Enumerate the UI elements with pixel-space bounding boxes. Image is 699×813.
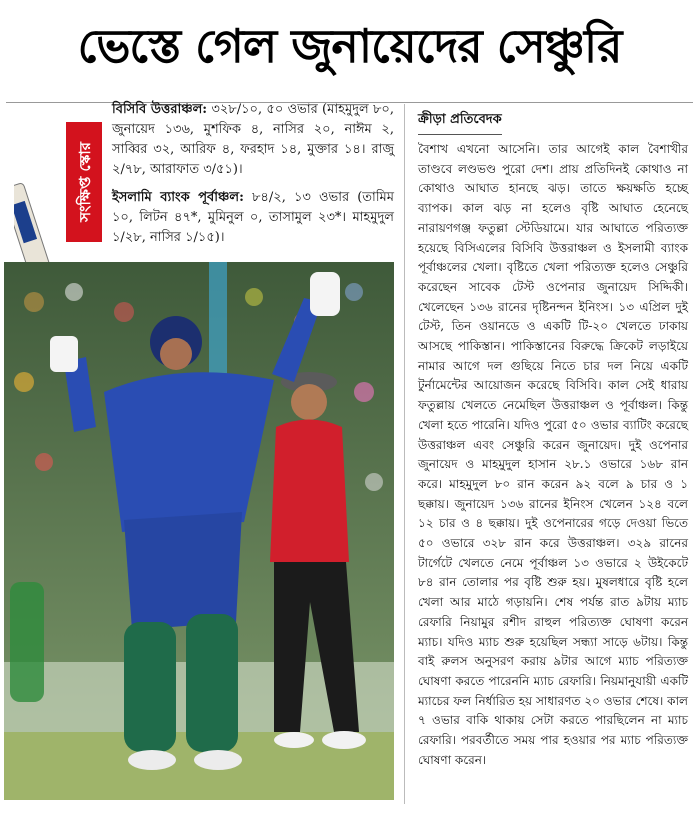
cricket-batsman-celebration-photo [4,262,394,800]
column-divider [404,104,405,804]
headline: ভেস্তে গেল জুনায়েদের সেঞ্চুরি [77,19,622,73]
scorebox-team2-name: ইসলামি ব্যাংক পূর্বাঞ্চল: [112,190,244,205]
scorebox-tag-label: সংক্ষিপ্ত স্কোর [75,142,94,222]
scorebox-team1 [112,100,394,180]
scorebox-tag [66,122,102,242]
scorebox-team1-name: বিসিবি উত্তরাঞ্চল: [112,102,208,117]
byline: ক্রীড়া প্রতিবেদক [418,110,502,135]
article-body: বৈশাখ এখনো আসেনি। তার আগেই কাল বৈশাখীর তাণ্ডবে লণ্ডভণ্ড পুরো দেশ। প্রায় প্রতিদিনই কোথাও না কোথাও আঘাত হানছে ঝড়। তাতে ক্ষয়ক্ষতি হচ্ছে ব্যাপক। কাল ঝড় না হলেও বৃষ্টি আঘাত হেনেছে নারায়ণগঞ্জ ফতুল্লা স্টেডিয়ামে। যার আঘাতে পরিত্যক্ত হয়েছে বিসিএলের বিসিবি উত্তরাঞ্চল ও ইসলামী ব্যাংক পূর্বাঞ্চলের খেলা। বৃষ্টিতে খেলা পরিত্যক্ত হলেও সেঞ্চুরি করেছেন সাবেক টেস্ট ওপেনার জুনায়েদ সিদ্দিকী। খেলেছেন ১৩৬ রানের দৃষ্টিনন্দন ইনিংস। ১৩ এপ্রিল দুই টেস্ট, তিন ওয়ানডে ও একটি টি-২০ খেলতে ঢাকায় আসছে পাকিস্তান। পাকিস্তানের বিরুদ্ধে ক্রিকেট লড়াইয়ে নামার আগে দল গুছিয়ে নিতে চার দল নিয়ে একটি টুর্নামেন্টের আয়োজন করেছে বিসিবি। কাল সেই ধারায় ফতুল্লায় খেলতে নেমেছিল উত্তরাঞ্চল ও পূর্বাঞ্চল। কিন্তু খেলা হতে পারেনি। যদিও পুরো ৫০ ওভার ব্যাটিং করেছে উত্তরাঞ্চল এবং সেঞ্চুরি করেন জুনায়েদ। দুই ওপেনার জুনায়েদ ও মাহমুদুল হাসান ২৮.১ ওভারে ১৬৮ রান করে। মাহমুদুল ৮০ রান করেন ৯২ বলে ৯ চার ও ১ ছক্কায়। জুনায়েদ ১৩৬ রানের ইনিংস খেলেন ১২৪ বলে ১২ চার ও ৪ ছক্কায়। দুই ওপেনারের গড়ে দেওয়া ভিতে ৫০ ওভারে ৩২৮ রান করে উত্তরাঞ্চল। ৩২৯ রানের টার্গেটে খেলতে নেমে পূর্বাঞ্চল ১৩ ওভারে ২ উইকেটে ৮৪ রান তোলার পর বৃষ্টি শুরু হয়। মুষলধারে বৃষ্টি হলে খেলা আর মাঠে গড়ায়নি। শেষ পর্যন্ত রাত ৯টায় ম্যাচ রেফারি নিয়ামুর রশীদ রাহুল পরিত্যক্ত ঘোষণা করেন ম্যাচ। যদিও ম্যাচ শুরু হয়েছিল সন্ধ্যা সাড়ে ৬টায়। কিন্তু বাই রুলস অনুসরণ করায় ৯টার আগে ম্যাচ পরিত্যক্ত ঘোষণা করতে পারেননি ম্যাচ রেফারি। নিয়মানুযায়ী একটি ম্যাচের ফল নির্ধারিত হয় সাধারণত ২০ ওভার শেষে। কাল ৭ ওভার বাকি থাকায় সেটা করতে পারছিলেন না ম্যাচ রেফারি। পরবর্তীতে সময় পার হওয়ার পর ম্যাচ পরিত্যক্ত ঘোষণা করেন। [418,142,688,767]
scorebox-team1-details: ৩২৮/১০, ৫০ ওভার (মাহমুদুল ৮০, জুনায়েদ ১৩৬, মুশফিক ৪, নাসির ২০, নাঈম ২, সাব্বির ৩২, আরিফ ৪, ফরহাদ ১৪, মুক্তার ১৪। রাজু ২/৭৮, আরাফাত ৩/৫১)। [112,102,394,177]
scorebox-team2 [112,188,394,248]
match-photo [4,262,394,800]
scorebox-team2-details: ৮৪/২, ১৩ ওভার (তামিম ১০, লিটন ৪৭*, মুমিনুল ০, তাসামুল ২৩*। মাহমুদুল ১/২৮, নাসির ১/১৫)। [112,190,394,245]
scorebox [112,100,394,256]
